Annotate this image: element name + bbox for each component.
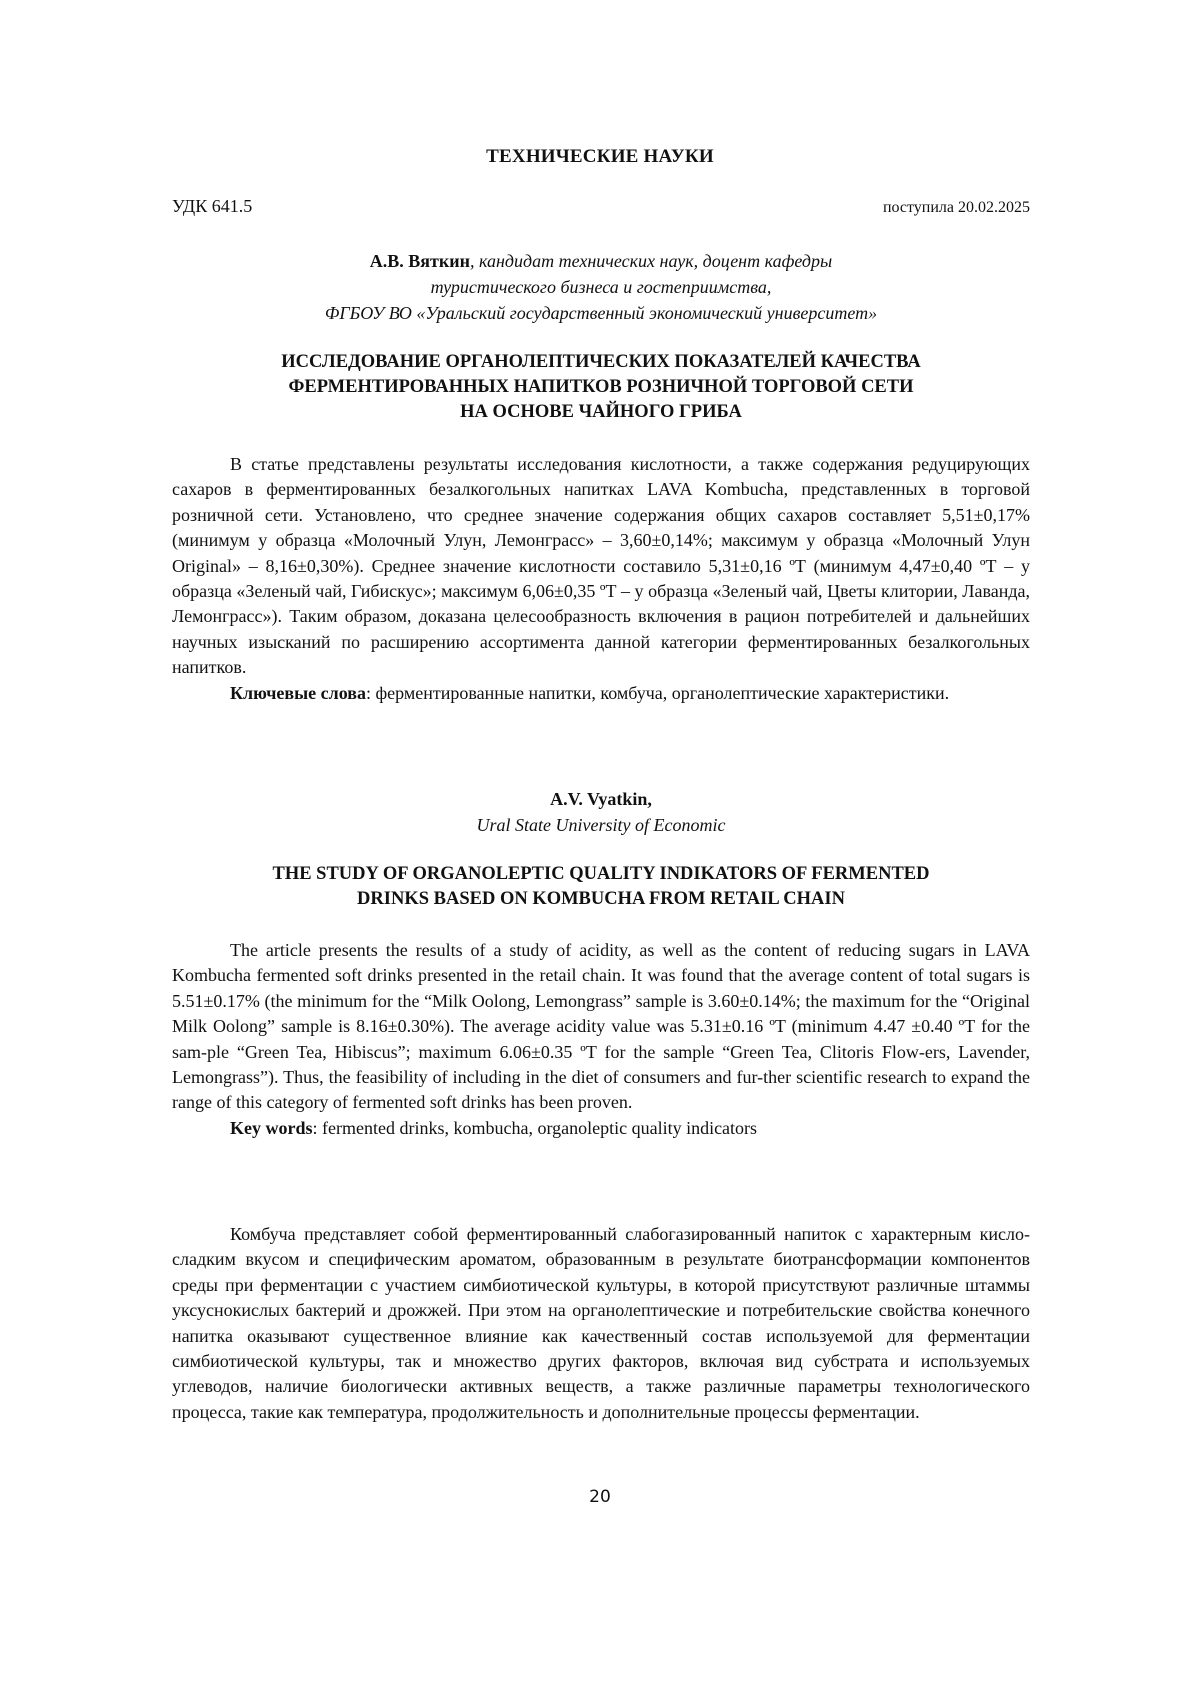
abstract-en-text: The article presents the results of a study of acidity, as well as the content of reducing sugars in LAVA Kombucha fermented soft drinks presented in the retail chain. It was found that the average content of total sugars is 5.51±0.17% (the minimum for the “Milk Oolong, Lemongrass” sample is 3.60±0.14%; the maximum for the “Original Milk Oolong” sample is 8.16±0.30%). The average acidity value was 5.31±0.16 ºT (minimum 4.47 ±0.40 ºT for the sam-ple “Green Tea, Hibiscus”; maximum 6.06±0.35 ºT for the sample “Green Tea, Clitoris Flow-ers, Lavender, Lemongrass”). Thus, the feasibility of including in the diet of consumers and fur-ther scientific research to expand the range of this category of fermented soft drinks has been proven. — [172, 940, 1030, 1113]
keywords-en — [172, 1116, 1030, 1141]
author-block-ru — [172, 248, 1030, 326]
abstract-en — [172, 938, 1030, 1141]
title-en-line-1: THE STUDY OF ORGANOLEPTIC QUALITY INDIKATORS OF FERMENTED — [272, 864, 930, 884]
author-affiliation-ru-1: , кандидат технических наук, доцент кафедры — [470, 251, 833, 271]
meta-row — [172, 196, 1030, 217]
body-text — [172, 1222, 1030, 1425]
title-ru-line-3: НА ОСНОВЕ ЧАЙНОГО ГРИБА — [460, 402, 742, 422]
page-number: 20 — [589, 1487, 611, 1507]
title-ru-line-1: ИССЛЕДОВАНИЕ ОРГАНОЛЕПТИЧЕСКИХ ПОКАЗАТЕЛЕЙ КАЧЕСТВА — [281, 352, 921, 372]
udc-code: УДК 641.5 — [172, 196, 253, 216]
section-heading: ТЕХНИЧЕСКИЕ НАУКИ — [486, 146, 714, 167]
keywords-en-label: Key words — [230, 1117, 313, 1138]
body-paragraph-1: Комбуча представляет собой ферментированный слабогазированный напиток с характерным кисло-сладким вкусом и специфическим ароматом, образованным в результате биотрансформации компонентов среды при ферментации с участием симбиотической культуры, в которой присутствуют различные штаммы уксуснокислых бактерий и дрожжей. При этом на органолептические и потребительские свойства конечного напитка оказывают существенное влияние как качественный состав используемой для ферментации симбиотической культуры, так и множество других факторов, включая вид субстрата и используемых углеводов, наличие биологически активных веществ, а также различные параметры технологического процесса, такие как температура, продолжительность и дополнительные процессы ферментации. — [172, 1224, 1030, 1422]
author-affiliation-en: Ural State University of Economic — [476, 815, 726, 835]
article-title-en — [172, 862, 1030, 912]
abstract-ru — [172, 452, 1030, 706]
keywords-ru-label: Ключевые слова — [230, 682, 366, 703]
title-en-line-2: DRINKS BASED ON KOMBUCHA FROM RETAIL CHAIN — [357, 889, 845, 909]
author-affiliation-ru-2: туристического бизнеса и гостеприимства, — [430, 277, 772, 297]
author-block-en — [172, 786, 1030, 838]
author-name-en: A.V. Vyatkin, — [550, 789, 652, 809]
article-title-ru — [172, 350, 1030, 425]
keywords-ru-text: : ферментированные напитки, комбуча, органолептические характеристики. — [365, 682, 950, 703]
abstract-ru-text: В статье представлены результаты исследования кислотности, а также содержания редуцирующих сахаров в ферментированных безалкогольных напитках LAVA Kombucha, представленных в торговой розничной сети. Установлено, что среднее значение содержания общих сахаров составляет 5,51±0,17% (минимум у образца «Молочный Улун, Лемонграсс» – 3,60±0,14%; максимум у образца «Молочный Улун Original» – 8,16±0,30%). Среднее значение кислотности составило 5,31±0,16 ºТ (минимум 4,47±0,40 ºТ – у образца «Зеленый чай, Гибискус»; максимум 6,06±0,35 ºТ – у образца «Зеленый чай, Цветы клитории, Лаванда, Лемонграсс»). Таким образом, доказана целесообразность включения в рацион потребителей и дальнейших научных изысканий по расширению ассортимента данной категории ферментированных безалкогольных напитков. — [172, 454, 1030, 678]
author-line-1 — [172, 248, 1030, 274]
title-ru-line-2: ФЕРМЕНТИРОВАННЫХ НАПИТКОВ РОЗНИЧНОЙ ТОРГОВОЙ СЕТИ — [288, 377, 914, 397]
author-name-ru: А.В. Вяткин — [369, 251, 471, 271]
received-date: поступила 20.02.2025 — [882, 199, 1030, 216]
keywords-en-text: : fermented drinks, kombucha, organoleptic quality indicators — [312, 1117, 758, 1138]
keywords-ru — [172, 681, 1030, 706]
author-affiliation-ru-3: ФГБОУ ВО «Уральский государственный экономический университет» — [324, 303, 878, 323]
